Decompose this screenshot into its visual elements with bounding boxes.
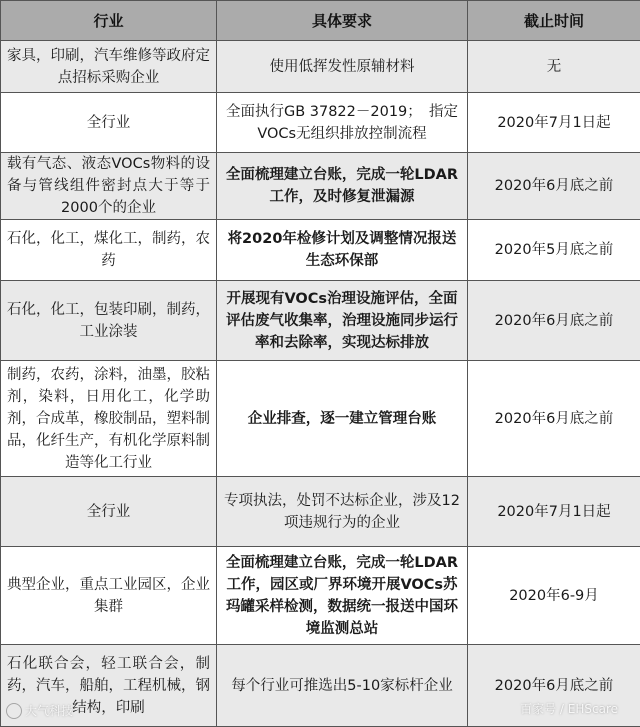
watermark-right: 百家号 / EHScare — [520, 700, 618, 717]
table-row — [1, 477, 640, 547]
requirement-cell: 全面梳理建立台账，完成一轮LDAR工作，园区或厂界环境开展VOCs苏玛罐采样检测，数据统一报送中国环境监测总站 — [217, 547, 468, 645]
deadline-cell: 2020年5月底之前 — [468, 220, 640, 281]
table-header-row — [1, 1, 640, 41]
table-row — [1, 153, 640, 220]
deadline-cell: 2020年6月底之前 — [468, 645, 640, 727]
header-industry: 行业 — [1, 1, 217, 41]
industry-cell: 典型企业，重点工业园区，企业集群 — [1, 547, 217, 645]
table-row — [1, 93, 640, 153]
industry-cell: 全行业 — [1, 477, 217, 547]
header-deadline: 截止时间 — [468, 1, 640, 41]
deadline-cell: 2020年6月底之前 — [468, 153, 640, 220]
deadline-cell: 2020年7月1日起 — [468, 477, 640, 547]
table-row — [1, 41, 640, 93]
industry-cell: 载有气态、液态VOCs物料的设备与管线组件密封点大于等于2000个的企业 — [1, 153, 217, 220]
requirement-cell: 开展现有VOCs治理设施评估，全面评估废气收集率，治理设施同步运行率和去除率，实现达标排放 — [217, 281, 468, 361]
industry-cell: 石化，化工，包装印刷，制药，工业涂装 — [1, 281, 217, 361]
requirement-cell: 使用低挥发性原辅材料 — [217, 41, 468, 93]
industry-cell: 制药，农药，涂料，油墨，胶粘剂，染料，日用化工，化学助剂，合成革，橡胶制品，塑料制品，化纤生产，有机化学原料制造等化工行业 — [1, 361, 217, 477]
requirement-cell: 企业排查，逐一建立管理台账 — [217, 361, 468, 477]
requirement-cell: 全面执行GB 37822－2019； 指定VOCs无组织排放控制流程 — [217, 93, 468, 153]
industry-cell: 石化联合会，轻工联合会，制药，汽车，船舶，工程机械，钢结构，印刷 — [1, 645, 217, 727]
table-row — [1, 547, 640, 645]
watermark-left — [6, 702, 73, 719]
requirement-cell: 将2020年检修计划及调整情况报送生态环保部 — [217, 220, 468, 281]
requirement-cell: 专项执法，处罚不达标企业，涉及12项违规行为的企业 — [217, 477, 468, 547]
industry-cell: 全行业 — [1, 93, 217, 153]
industry-cell: 家具，印刷，汽车维修等政府定点招标采购企业 — [1, 41, 217, 93]
deadline-cell: 2020年6-9月 — [468, 547, 640, 645]
deadline-cell: 无 — [468, 41, 640, 93]
requirement-cell: 全面梳理建立台账，完成一轮LDAR工作，及时修复泄漏源 — [217, 153, 468, 220]
deadline-cell: 2020年6月底之前 — [468, 281, 640, 361]
table-row — [1, 281, 640, 361]
watermark-left-text: 大气科技 — [25, 702, 73, 719]
deadline-cell: 2020年6月底之前 — [468, 361, 640, 477]
table-row — [1, 361, 640, 477]
table-row — [1, 220, 640, 281]
deadline-cell: 2020年7月1日起 — [468, 93, 640, 153]
watermark-logo-icon — [6, 703, 22, 719]
industry-cell: 石化，化工，煤化工，制药，农药 — [1, 220, 217, 281]
header-requirement: 具体要求 — [217, 1, 468, 41]
requirement-cell: 每个行业可推选出5-10家标杆企业 — [217, 645, 468, 727]
